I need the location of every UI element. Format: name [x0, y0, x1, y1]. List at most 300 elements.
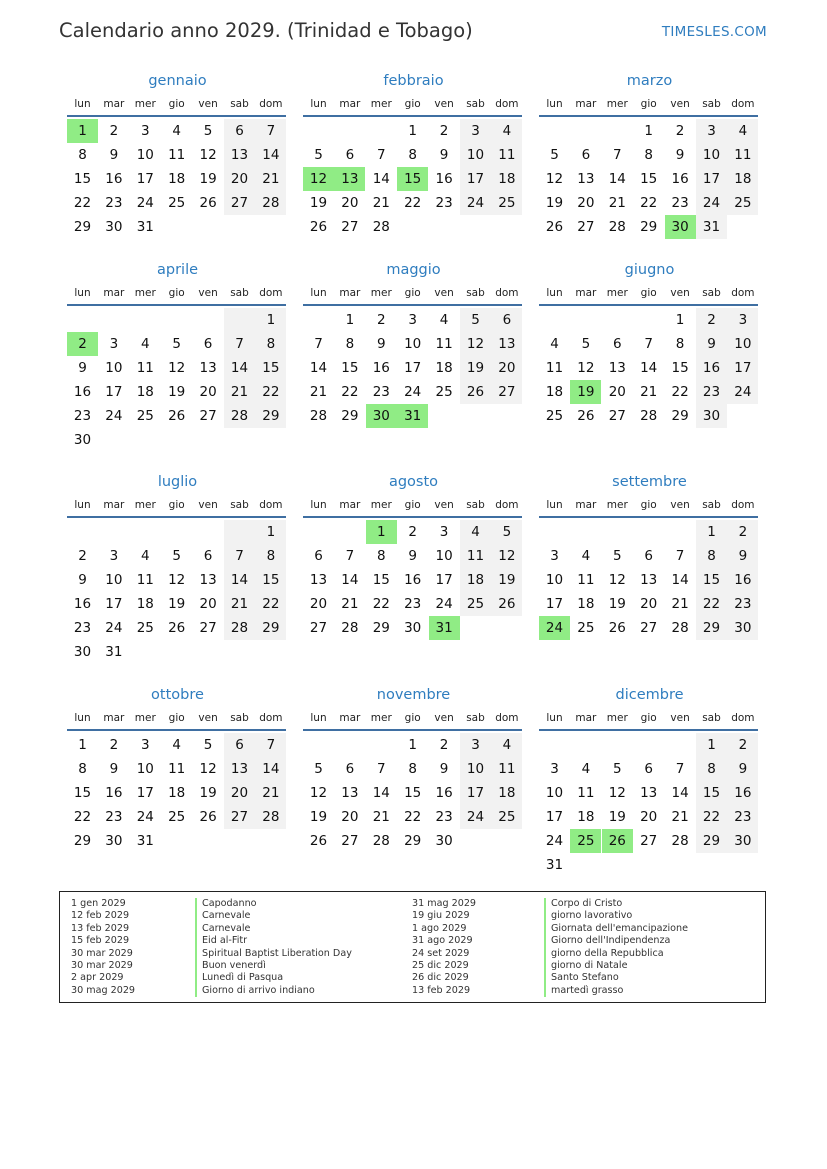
- day-cell: 7: [255, 733, 286, 757]
- day-cell: 13: [224, 143, 255, 167]
- legend-holiday-name: Santo Stefano: [544, 972, 688, 984]
- day-cell: 12: [608, 785, 626, 801]
- day-cell: 4: [550, 336, 559, 352]
- day-cell: 19: [608, 809, 626, 825]
- day-cell: 4: [141, 548, 150, 564]
- day-cell: 7: [224, 332, 255, 356]
- day-cell: 15: [696, 568, 727, 592]
- weekday-header: [303, 499, 524, 515]
- empty-weekend-cell: [224, 520, 255, 544]
- weekday-label: mer: [134, 712, 156, 724]
- day-cell: 3: [141, 737, 150, 753]
- day-cell: 6: [581, 147, 591, 163]
- weekday-label: dom: [259, 499, 283, 511]
- day-cell: 23: [372, 384, 390, 400]
- weekday-label: mar: [339, 287, 361, 299]
- day-cell: 5: [314, 761, 323, 777]
- day-cell: 10: [105, 572, 123, 588]
- day-cell: 11: [435, 336, 453, 352]
- header-divider: [67, 729, 286, 731]
- day-cell: 2: [408, 524, 417, 540]
- legend-holiday-name: Lunedì di Pasqua: [195, 972, 352, 984]
- day-cell: 23: [727, 592, 758, 616]
- day-cell: 27: [199, 408, 217, 424]
- day-cell: 7: [345, 548, 355, 564]
- day-cell: 4: [491, 119, 522, 143]
- day-cell: 21: [640, 384, 658, 400]
- day-cell: 23: [105, 809, 123, 825]
- day-cell: 18: [727, 167, 758, 191]
- day-cell: 11: [727, 143, 758, 167]
- day-cell: 9: [696, 332, 727, 356]
- empty-weekend-cell: [224, 308, 255, 332]
- day-cell: 3: [696, 119, 727, 143]
- day-cell: 5: [203, 123, 213, 139]
- day-cell: 4: [172, 123, 181, 139]
- day-cell: 16: [105, 171, 123, 187]
- weekday-label: sab: [466, 98, 485, 110]
- day-cell: 3: [727, 308, 758, 332]
- day-cell: 11: [168, 147, 186, 163]
- weekday-label: mer: [370, 712, 392, 724]
- weekday-label: lun: [546, 499, 563, 511]
- day-cell: 3: [439, 524, 449, 540]
- day-cell: 19: [545, 195, 564, 211]
- day-cell: 27: [224, 805, 255, 829]
- weekday-label: mer: [134, 499, 156, 511]
- legend-holiday-name: giorno della Repubblica: [544, 948, 688, 960]
- day-cell: 26: [309, 219, 328, 235]
- day-cell: 20: [341, 809, 359, 825]
- month-agosto: [303, 474, 524, 664]
- day-cell: 21: [309, 384, 328, 400]
- day-cell: 16: [372, 360, 390, 376]
- day-cell: 20: [491, 356, 522, 380]
- day-cell: 15: [372, 572, 390, 588]
- day-cell: 6: [203, 548, 213, 564]
- weekday-label: mer: [606, 98, 628, 110]
- day-cell: 9: [727, 544, 758, 568]
- day-cell: 2: [78, 548, 87, 564]
- day-cell: 13: [309, 572, 328, 588]
- header-divider: [303, 115, 522, 117]
- day-cell: 8: [78, 147, 87, 163]
- weekday-label: gio: [168, 287, 185, 299]
- day-cell: 3: [460, 733, 491, 757]
- legend-date: 24 set 2029: [412, 947, 470, 959]
- day-cell: 20: [309, 596, 328, 612]
- day-cell: 28: [372, 833, 390, 849]
- day-cell: 19: [608, 596, 626, 612]
- legend-names-right: [544, 898, 688, 997]
- day-cell: 18: [491, 167, 522, 191]
- weekday-header: [67, 499, 288, 515]
- day-cell: 3: [141, 123, 150, 139]
- day-cell: 28: [372, 219, 390, 235]
- day-cell: 8: [696, 544, 727, 568]
- day-cell: 19: [309, 195, 328, 211]
- day-cell: 4: [581, 548, 591, 564]
- holiday-day-cell: 12: [303, 167, 334, 191]
- day-cell: 14: [255, 143, 286, 167]
- weekday-label: gio: [404, 98, 421, 110]
- day-cell: 9: [78, 360, 87, 376]
- day-cell: 17: [435, 572, 453, 588]
- day-cell: 29: [696, 616, 727, 640]
- day-cell: 14: [671, 785, 689, 801]
- weekday-label: ven: [670, 98, 690, 110]
- weekday-label: mer: [370, 287, 392, 299]
- legend-date: 12 feb 2029: [71, 910, 130, 922]
- day-cell: 8: [377, 548, 386, 564]
- day-cell: 23: [73, 408, 92, 424]
- weekday-label: lun: [310, 499, 327, 511]
- header-divider: [67, 516, 286, 518]
- holiday-day-cell: 15: [397, 167, 428, 191]
- day-cell: 19: [491, 568, 522, 592]
- legend-date: 30 mar 2029: [71, 947, 133, 959]
- day-cell: 22: [696, 805, 727, 829]
- day-cell: 22: [73, 195, 92, 211]
- weekday-label: lun: [74, 712, 91, 724]
- weekday-label: lun: [310, 287, 327, 299]
- day-cell: 6: [203, 336, 213, 352]
- day-cell: 23: [73, 620, 92, 636]
- day-cell: 20: [341, 195, 359, 211]
- weekday-label: ven: [670, 712, 690, 724]
- legend-dates-right: [412, 898, 476, 997]
- weekday-label: mar: [339, 98, 361, 110]
- day-cell: 23: [105, 195, 123, 211]
- weekday-label: sab: [230, 499, 249, 511]
- weekday-label: lun: [310, 98, 327, 110]
- weekday-header: [539, 499, 760, 515]
- day-cell: 8: [345, 336, 355, 352]
- day-cell: 2: [377, 312, 386, 328]
- page-title: Calendario anno 2029. (Trinidad e Tobago): [59, 19, 473, 42]
- day-cell: 30: [435, 833, 453, 849]
- day-cell: 9: [109, 147, 119, 163]
- day-cell: 27: [309, 620, 328, 636]
- day-cell: 2: [109, 123, 119, 139]
- day-cell: 27: [577, 219, 595, 235]
- day-cell: 14: [372, 785, 390, 801]
- day-cell: 30: [73, 432, 92, 448]
- weekday-header: [539, 287, 760, 303]
- day-cell: 25: [545, 408, 564, 424]
- weekday-label: gio: [404, 499, 421, 511]
- day-cell: 31: [545, 857, 564, 873]
- day-cell: 8: [408, 761, 417, 777]
- day-cell: 23: [435, 195, 453, 211]
- month-name: gennaio: [148, 73, 207, 89]
- legend-holiday-name: Eid al-Fitr: [195, 935, 352, 947]
- legend-date: 31 ago 2029: [412, 935, 473, 947]
- weekday-header: [303, 287, 524, 303]
- day-cell: 17: [136, 171, 154, 187]
- day-cell: 24: [696, 191, 727, 215]
- day-cell: 2: [727, 733, 758, 757]
- day-cell: 6: [345, 761, 355, 777]
- day-cell: 13: [640, 785, 658, 801]
- day-cell: 28: [224, 616, 255, 640]
- weekday-header: [67, 712, 288, 728]
- day-cell: 31: [136, 219, 154, 235]
- header-divider: [539, 115, 758, 117]
- day-cell: 9: [78, 572, 87, 588]
- weekday-label: sab: [230, 98, 249, 110]
- day-cell: 8: [675, 336, 685, 352]
- day-cell: 17: [545, 596, 564, 612]
- day-cell: 27: [640, 833, 658, 849]
- legend-holiday-name: Giorno dell'Indipendenza: [544, 935, 688, 947]
- day-cell: 7: [377, 147, 386, 163]
- day-cell: 16: [727, 568, 758, 592]
- day-cell: 8: [255, 544, 286, 568]
- day-cell: 16: [727, 781, 758, 805]
- day-cell: 5: [613, 548, 622, 564]
- weekday-header: [67, 287, 288, 303]
- month-name: agosto: [388, 474, 439, 490]
- weekday-label: ven: [198, 712, 218, 724]
- legend-holiday-name: Spiritual Baptist Liberation Day: [195, 948, 352, 960]
- day-cell: 10: [404, 336, 422, 352]
- day-cell: 22: [640, 195, 658, 211]
- weekday-label: gio: [404, 287, 421, 299]
- month-name: dicembre: [615, 687, 684, 703]
- day-cell: 12: [460, 332, 491, 356]
- day-cell: 18: [491, 781, 522, 805]
- day-cell: 25: [491, 191, 522, 215]
- header-divider: [67, 304, 286, 306]
- day-cell: 25: [727, 191, 758, 215]
- day-cell: 26: [199, 195, 217, 211]
- weekday-label: dom: [259, 287, 283, 299]
- day-cell: 10: [136, 147, 154, 163]
- weekday-label: dom: [259, 98, 283, 110]
- day-cell: 26: [491, 592, 522, 616]
- legend-date: 25 dic 2029: [412, 959, 469, 971]
- day-cell: 15: [73, 785, 92, 801]
- day-cell: 25: [168, 195, 186, 211]
- day-cell: 15: [255, 356, 286, 380]
- day-cell: 13: [199, 572, 217, 588]
- weekday-label: sab: [702, 712, 721, 724]
- day-cell: 12: [168, 572, 186, 588]
- weekday-label: mar: [339, 712, 361, 724]
- day-cell: 24: [460, 805, 491, 829]
- day-cell: 28: [608, 219, 626, 235]
- holiday-day-cell: 2: [67, 332, 98, 356]
- weekday-label: mar: [339, 499, 361, 511]
- month-gennaio: [67, 73, 288, 263]
- day-cell: 26: [199, 809, 217, 825]
- holiday-day-cell: 31: [397, 404, 428, 428]
- day-cell: 20: [640, 596, 658, 612]
- day-cell: 9: [727, 757, 758, 781]
- day-cell: 10: [696, 143, 727, 167]
- day-cell: 9: [439, 147, 449, 163]
- day-cell: 8: [696, 757, 727, 781]
- day-cell: 24: [404, 384, 422, 400]
- day-cell: 24: [136, 195, 154, 211]
- day-cell: 17: [404, 360, 422, 376]
- weekday-label: mer: [370, 98, 392, 110]
- day-cell: 13: [640, 572, 658, 588]
- day-cell: 20: [640, 809, 658, 825]
- day-cell: 23: [696, 380, 727, 404]
- day-cell: 11: [460, 544, 491, 568]
- day-cell: 30: [727, 616, 758, 640]
- legend-holiday-name: Corpo di Cristo: [544, 898, 688, 910]
- header-divider: [539, 729, 758, 731]
- weekday-label: gio: [640, 98, 657, 110]
- day-cell: 24: [105, 408, 123, 424]
- month-name: maggio: [386, 262, 441, 278]
- day-cell: 26: [168, 408, 186, 424]
- day-cell: 23: [671, 195, 689, 211]
- day-cell: 5: [491, 520, 522, 544]
- month-febbraio: [303, 73, 524, 263]
- day-cell: 26: [168, 620, 186, 636]
- day-cell: 3: [109, 336, 119, 352]
- day-cell: 5: [550, 147, 559, 163]
- day-cell: 1: [255, 308, 286, 332]
- legend-holiday-name: Carnevale: [195, 923, 352, 935]
- weekday-label: mer: [606, 499, 628, 511]
- weekday-label: gio: [168, 712, 185, 724]
- weekday-label: gio: [404, 712, 421, 724]
- month-maggio: [303, 262, 524, 452]
- day-cell: 20: [224, 781, 255, 805]
- day-cell: 18: [168, 785, 186, 801]
- month-name: aprile: [156, 262, 199, 278]
- holiday-day-cell: 25: [570, 829, 601, 853]
- day-cell: 9: [439, 761, 449, 777]
- day-cell: 27: [224, 191, 255, 215]
- month-name: marzo: [626, 73, 673, 89]
- day-cell: 20: [224, 167, 255, 191]
- day-cell: 21: [255, 781, 286, 805]
- weekday-label: mar: [575, 712, 597, 724]
- day-cell: 16: [435, 785, 453, 801]
- day-cell: 5: [581, 336, 591, 352]
- day-cell: 30: [404, 620, 422, 636]
- day-cell: 25: [136, 620, 154, 636]
- day-cell: 19: [460, 356, 491, 380]
- day-cell: 2: [439, 737, 449, 753]
- holiday-day-cell: 13: [334, 167, 365, 191]
- day-cell: 14: [608, 171, 626, 187]
- day-cell: 28: [309, 408, 328, 424]
- day-cell: 16: [671, 171, 689, 187]
- day-cell: 10: [727, 332, 758, 356]
- holiday-day-cell: 1: [366, 520, 397, 544]
- brand-link[interactable]: TIMESLES.COM: [661, 24, 767, 40]
- month-name: novembre: [376, 687, 451, 703]
- legend-date: 31 mag 2029: [412, 898, 477, 909]
- weekday-label: gio: [640, 499, 657, 511]
- day-cell: 27: [341, 833, 359, 849]
- day-cell: 16: [696, 356, 727, 380]
- day-cell: 6: [314, 548, 323, 564]
- weekday-header: [539, 98, 760, 114]
- day-cell: 18: [168, 171, 186, 187]
- weekday-label: dom: [495, 287, 519, 299]
- day-cell: 30: [727, 829, 758, 853]
- day-cell: 30: [105, 219, 123, 235]
- day-cell: 25: [577, 620, 595, 636]
- weekday-label: sab: [466, 287, 485, 299]
- weekday-label: lun: [546, 287, 563, 299]
- day-cell: 18: [136, 384, 154, 400]
- weekday-label: mar: [575, 499, 597, 511]
- weekday-label: mer: [134, 98, 156, 110]
- day-cell: 5: [172, 336, 181, 352]
- day-cell: 19: [168, 596, 186, 612]
- day-cell: 13: [341, 785, 359, 801]
- legend-date: 13 feb 2029: [71, 922, 130, 934]
- day-cell: 6: [644, 761, 653, 777]
- day-cell: 26: [545, 219, 564, 235]
- day-cell: 17: [105, 596, 123, 612]
- weekday-label: gio: [640, 287, 657, 299]
- day-cell: 15: [671, 360, 689, 376]
- weekday-label: mar: [103, 287, 125, 299]
- weekday-label: mer: [606, 712, 628, 724]
- day-cell: 29: [372, 620, 390, 636]
- day-cell: 24: [435, 596, 453, 612]
- month-giugno: [539, 262, 760, 452]
- weekday-label: mar: [103, 712, 125, 724]
- day-cell: 9: [109, 761, 119, 777]
- month-name: settembre: [612, 474, 687, 490]
- day-cell: 12: [577, 360, 595, 376]
- weekday-label: lun: [74, 287, 91, 299]
- day-cell: 21: [608, 195, 626, 211]
- weekday-label: mer: [370, 499, 392, 511]
- month-name: giugno: [624, 262, 675, 278]
- day-cell: 10: [545, 785, 564, 801]
- day-cell: 7: [377, 761, 386, 777]
- day-cell: 25: [460, 592, 491, 616]
- legend-date: 30 mar 2029: [71, 959, 133, 971]
- day-cell: 23: [404, 596, 422, 612]
- day-cell: 30: [73, 644, 92, 660]
- day-cell: 2: [675, 123, 685, 139]
- day-cell: 21: [255, 167, 286, 191]
- day-cell: 7: [675, 548, 685, 564]
- day-cell: 1: [696, 733, 727, 757]
- day-cell: 3: [408, 312, 417, 328]
- day-cell: 21: [341, 596, 359, 612]
- month-marzo: [539, 73, 760, 263]
- day-cell: 20: [199, 384, 217, 400]
- weekday-label: dom: [495, 499, 519, 511]
- weekday-label: dom: [731, 98, 755, 110]
- day-cell: 12: [545, 171, 564, 187]
- day-cell: 21: [224, 592, 255, 616]
- day-cell: 5: [203, 737, 213, 753]
- day-cell: 6: [644, 548, 653, 564]
- legend-date: 26 dic 2029: [412, 972, 469, 984]
- day-cell: 13: [608, 360, 626, 376]
- day-cell: 15: [341, 360, 359, 376]
- day-cell: 11: [545, 360, 564, 376]
- legend-holiday-name: Giornata dell'emancipazione: [544, 923, 688, 935]
- weekday-label: ven: [434, 712, 454, 724]
- weekday-label: dom: [731, 712, 755, 724]
